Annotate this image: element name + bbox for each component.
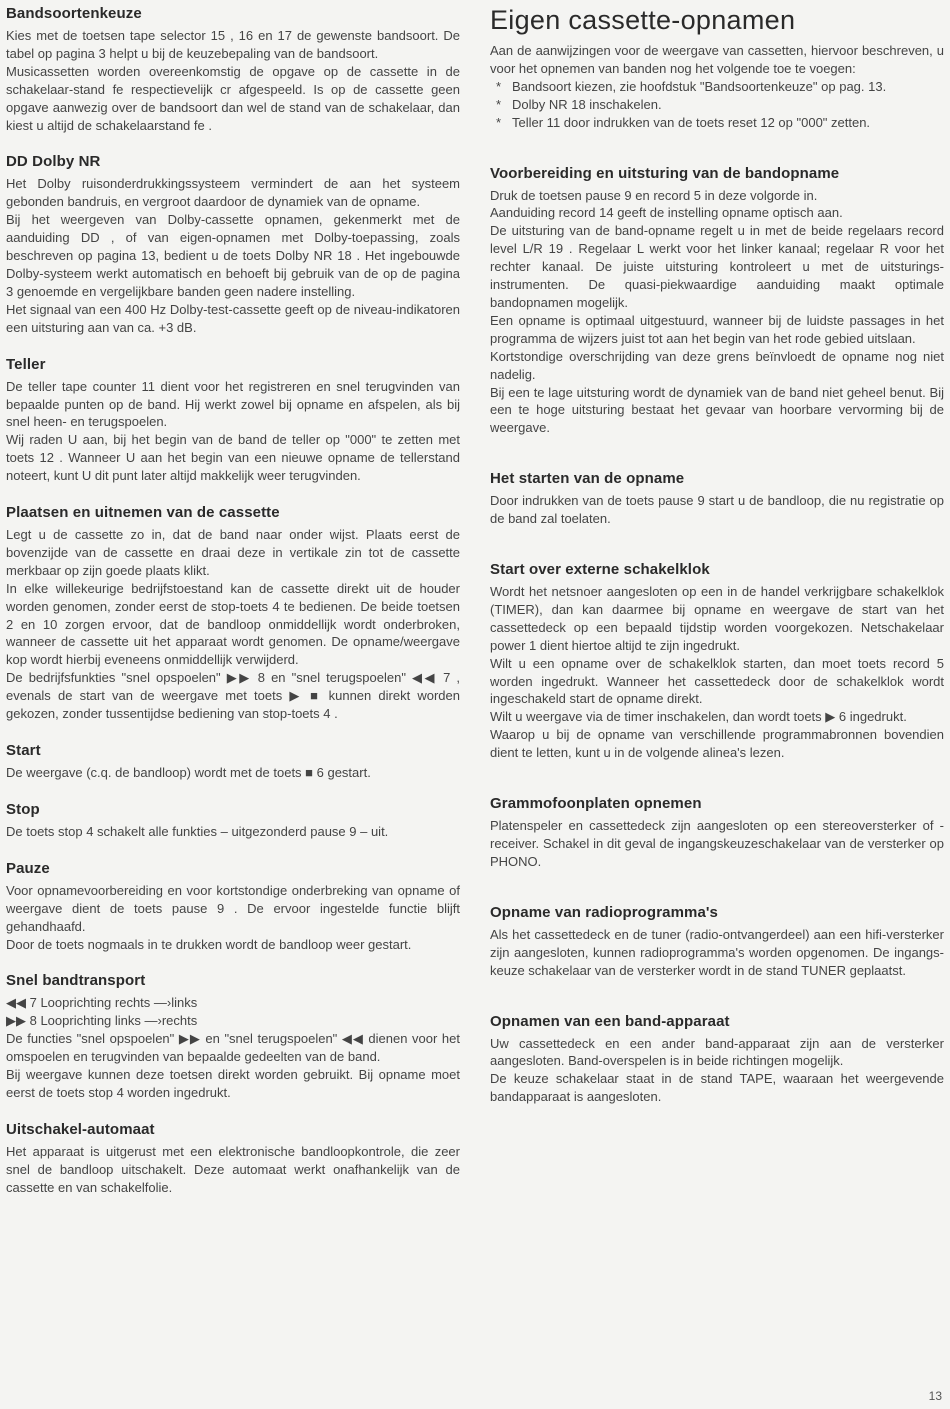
list-item bbox=[490, 78, 944, 96]
paragraph: Als het cassettedeck en de tuner (radio-ontvangerdeel) aan een hifi-versterker zijn aangesloten, kunnen radioprogramma's worden opgenomen. De ingangs-keuze schakelaar van de versterker wordt in de stand TUNER geplaatst. bbox=[490, 926, 944, 978]
section-heading: Start over externe schakelklok bbox=[490, 561, 710, 579]
section-heading: Voorbereiding en uitsturing van de bandopname bbox=[490, 164, 840, 182]
paragraph: Door de toets nogmaals in te drukken wordt de bandloop weer gestart. bbox=[6, 936, 412, 952]
paragraph: Bij het weergeven van Dolby-cassette opnamen, gekenmerkt met de aanduiding DD , of van eigen-opnamen met Dolby-toepassing, zoals beschreven op pagina 13, bedient u de toets Dolby NR 18 . Het ingebouwde Dolby-systeem werkt automatisch en behoeft bij gebruik van de op de pagina 3 genoemde en vergelijkbare banden geen nadere instelling. bbox=[6, 212, 460, 299]
section-uitschakel-automaat bbox=[6, 1120, 460, 1197]
section-heading: Teller bbox=[6, 355, 46, 373]
section-heading: Pauze bbox=[6, 859, 50, 877]
paragraph: Het Dolby ruisonderdrukkingssysteem vermindert de aan het systeem gebonden bandruis, en vergroot daardoor de dynamiek van de opname. bbox=[6, 176, 460, 210]
paragraph: Bij een te lage uitsturing wordt de dynamiek van de band niet geheel benut. Bij een te hoge uitsturing bestaat het gevaar van hoorbare vervorming bij de weergave. bbox=[490, 384, 944, 436]
section-pauze bbox=[6, 859, 460, 954]
paragraph: Door indrukken van de toets pause 9 start u de bandloop, die nu registratie op de band zal toelaten. bbox=[490, 493, 944, 527]
section-heading: Uitschakel-automaat bbox=[6, 1120, 155, 1138]
section-voorbereiding-uitsturing bbox=[490, 164, 944, 438]
section-grammofoonplaten bbox=[490, 794, 944, 871]
paragraph: Wordt het netsnoer aangesloten op een in de handel verkrijgbare schakelklok (TIMER), dan kan daarmee bij opname en weergave de start van het cassettedeck op een bepaald tijdstip worden voorgekozen. Netschakelaar power 1 dient hiertoe altijd te zijn ingedrukt. bbox=[490, 584, 944, 653]
section-heading: DD Dolby NR bbox=[6, 153, 101, 171]
bullet-mark: * bbox=[496, 96, 502, 112]
paragraph: In elke willekeurige bedrijfstoestand kan de cassette direkt uit de houder worden genomen, zonder eerst de stop-toets 4 te bedienen. De beide toetsen 2 en 10 zorgen ervoor, dat de bandloop onmiddellijk wordt onderbroken, wanneer de cassette uit het apparaat wordt genomen. De opname/weergave kop wordt hierbij eveneens onmiddellijk verwijderd. bbox=[6, 580, 460, 668]
paragraph: Uw cassettedeck en een ander band-apparaat zijn aan de versterker aangesloten. Band-overspelen is in beide richtingen mogelijk. bbox=[490, 1035, 944, 1069]
section-snel-bandtransport bbox=[6, 971, 460, 1101]
section-heading: Plaatsen en uitnemen van de cassette bbox=[6, 504, 280, 522]
page-title: Eigen cassette-opnamen bbox=[490, 5, 796, 35]
section-start bbox=[6, 741, 460, 782]
bullet-list bbox=[490, 78, 944, 132]
paragraph: Kortstondige overschrijding van deze grens beïnvloedt de opname nog niet nadelig. bbox=[490, 348, 944, 382]
section-starten-opname bbox=[490, 469, 944, 528]
section-bandsoortenkeuze bbox=[6, 4, 460, 134]
list-item bbox=[490, 114, 944, 132]
section-stop bbox=[6, 800, 460, 841]
section-heading: Opnamen van een band-apparaat bbox=[490, 1012, 730, 1030]
paragraph: Legt u de cassette zo in, dat de band naar onder wijst. Plaats eerst de bovenzijde van de cassette en draai deze in vertikale zin tot de cassette merkbaar op zijn goede plaats klikt. bbox=[6, 527, 460, 578]
paragraph: Aanduiding record 14 geeft de instelling opname optisch aan. bbox=[490, 205, 843, 221]
paragraph: Musicassetten worden overeenkomstig de opgave op de cassette in de schakelaar-stand fe respectievelijk cr afgespeeld. Is op de cassette geen opgave aanwezig over de bandsoort dan wel de stand van de schakelaar, dan kiest u altijd de schakelaarstand fe . bbox=[6, 63, 460, 133]
list-item-text: Dolby NR 18 inschakelen. bbox=[512, 96, 662, 112]
bullet-mark: * bbox=[496, 78, 502, 94]
section-heading: Grammofoonplaten opnemen bbox=[490, 795, 702, 813]
paragraph: Het signaal van een 400 Hz Dolby-test-cassette geeft op de niveau-indikatoren een uitsturing aan van ca. +3 dB. bbox=[6, 301, 460, 335]
paragraph: De keuze schakelaar staat in de stand TAPE, waaraan het weergevende bandapparaat is aangesloten. bbox=[490, 1071, 944, 1105]
section-externe-schakelklok bbox=[490, 560, 944, 762]
right-column bbox=[490, 4, 944, 1106]
paragraph: Wilt u een opname over de schakelklok starten, dan moet toets record 5 worden ingedrukt. Wanneer het cassettedeck door de schakelklok wordt ingeschakeld start de opname direkt. bbox=[490, 655, 944, 707]
paragraph: De toets stop 4 schakelt alle funkties – uitgezonderd pause 9 – uit. bbox=[6, 823, 389, 839]
section-heading: Opname van radioprogramma's bbox=[490, 903, 719, 921]
paragraph: Voor opnamevoorbereiding en voor kortstondige onderbreking van opname of weergave dient de toets pause 9 . De ervoor ingestelde functie blijft gehandhaafd. bbox=[6, 882, 460, 934]
list-item bbox=[490, 96, 944, 114]
paragraph: De teller tape counter 11 dient voor het registreren en snel terugvinden van bepaalde punten op de band. Hij werkt zowel bij opname en afspelen, als bij snel heen- en terugspoelen. bbox=[6, 378, 460, 430]
list-item-text: Teller 11 door indrukken van de toets reset 12 op "000" zetten. bbox=[512, 114, 871, 130]
paragraph: Het apparaat is uitgerust met een elektronische bandloopkontrole, die zeer snel de bandloop uitschakelt. Deze automaat werkt onafhankelijk van de cassette en van schakelfolie. bbox=[6, 1143, 460, 1195]
section-plaatsen-uitnemen bbox=[6, 503, 460, 723]
section-band-apparaat bbox=[490, 1012, 944, 1107]
paragraph: De weergave (c.q. de bandloop) wordt met de toets ■ 6 gestart. bbox=[6, 765, 371, 780]
paragraph: De bedrijfsfunkties "snel opspoelen" ▶▶ 8 en "snel terugspoelen" ◀◀ 7 , evenals de start van de weergave met toets ▶ ■ kunnen direkt worden gekozen, zonder tussentijdse bediening van stop-toets 4 . bbox=[6, 670, 460, 722]
paragraph: Platenspeler en cassettedeck zijn aangesloten op een stereoversterker of -receiver. Schakel in dit geval de ingangskeuzeschakelaar van de versterker op PHONO. bbox=[490, 818, 944, 869]
section-heading: Start bbox=[6, 742, 41, 759]
paragraph: Bij weergave kunnen deze toetsen direkt worden gebruikt. Bij opname moet eerst de toets stop 4 worden ingedrukt. bbox=[6, 1067, 460, 1100]
list-item-text: Bandsoort kiezen, zie hoofdstuk "Bandsoortenkeuze" op pag. 13. bbox=[512, 78, 887, 94]
section-dolby-nr bbox=[6, 152, 460, 336]
paragraph: Een opname is optimaal uitgestuurd, wanneer bij de luidste passages in het programma de wijzers juist tot aan het begin van het rode gebied uitslaan. bbox=[490, 312, 944, 346]
paragraph: Kies met de toetsen tape selector 15 , 16 en 17 de gewenste bandsoort. De tabel op pagina 3 helpt u bij de keuzebepaling van de bandsoort. bbox=[6, 28, 460, 61]
paragraph: Waarop u bij de opname van verschillende programmabronnen bovendien dient te letten, kunt u in de volgende alinea's lezen. bbox=[490, 727, 944, 761]
paragraph: ▶▶ 8 Looprichting links —›rechts bbox=[6, 1013, 198, 1029]
page-number: 13 bbox=[928, 1389, 942, 1403]
section-heading: Bandsoortenkeuze bbox=[6, 5, 142, 22]
bullet-mark: * bbox=[496, 114, 502, 130]
paragraph: Druk de toetsen pause 9 en record 5 in deze volgorde in. bbox=[490, 187, 818, 203]
paragraph: ◀◀ 7 Looprichting rechts —›links bbox=[6, 995, 198, 1011]
left-column bbox=[6, 4, 460, 1197]
section-radioprogrammas bbox=[490, 903, 944, 980]
paragraph: De functies "snel opspoelen" ▶▶ en "snel terugspoelen" ◀◀ dienen voor het omspoelen en terugvinden van bepaalde gedeelten van de band. bbox=[6, 1031, 460, 1065]
paragraph: Wilt u weergave via de timer inschakelen, dan wordt toets ▶ 6 ingedrukt. bbox=[490, 709, 907, 725]
section-heading: Snel bandtransport bbox=[6, 972, 146, 990]
intro-paragraph: Aan de aanwijzingen voor de weergave van cassetten, hiervoor beschreven, u voor het opnemen van banden nog het volgende toe te voegen: bbox=[490, 43, 944, 76]
section-heading: Stop bbox=[6, 800, 40, 818]
paragraph: De uitsturing van de band-opname regelt u in met de beide regelaars record level L/R 19 . Regelaar L werkt voor het linker kanaal; regelaar R voor het rechter kanaal. De juiste uitsturing kontroleert u met de uitsturings-instrumenten. De quasi-piekwaardige aanduiding maakt optimale bandopnamen mogelijk. bbox=[490, 223, 944, 310]
section-teller bbox=[6, 355, 460, 485]
section-heading: Het starten van de opname bbox=[490, 470, 685, 488]
paragraph: Wij raden U aan, bij het begin van de band de teller op "000" te zetten met toets 12 . Wanneer U aan het begin van een nieuwe opname de tellerstand noteert, kunt U dit punt later altijd makkelijk weer terugvinden. bbox=[6, 432, 460, 484]
